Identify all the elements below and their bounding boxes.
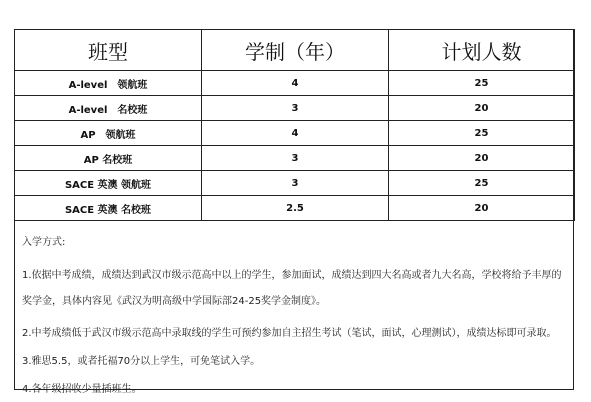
admission-notes [22, 236, 570, 397]
table-row [15, 196, 575, 221]
table-row [15, 71, 575, 96]
header-planned-count: 计划人数 [389, 30, 575, 71]
cell-class-type: SACE 英澳 名校班 [15, 196, 202, 221]
header-class-type: 班型 [15, 30, 202, 71]
cell-class-type: AP 名校班 [15, 146, 202, 171]
notes-item-3: 3.雅思5.5，或者托福70分以上学生，可免笔试入学。 [22, 356, 261, 367]
cell-duration: 3 [202, 146, 389, 171]
table-header-row [15, 30, 575, 71]
cell-duration: 3 [202, 96, 389, 121]
notes-item-4: 4.各年级招收少量插班生。 [22, 384, 142, 395]
cell-class-type: AP 领航班 [15, 121, 202, 146]
notes-item-1: 1.依据中考成绩，成绩达到武汉市级示范高中以上的学生，参加面试，成绩达到四大名高或者九大名高，学校将给予丰厚的奖学金，具体内容见《武汉为明高级中学国际部24-25奖学金制度》。 [22, 270, 562, 307]
notes-title: 入学方式: [22, 237, 66, 248]
program-table [14, 29, 575, 221]
notes-item-2: 2.中考成绩低于武汉市级示范高中录取线的学生可预约参加自主招生考试（笔试，面试，心理测试），成绩达标即可录取。 [22, 328, 557, 339]
cell-planned-count: 25 [389, 171, 575, 196]
cell-duration: 3 [202, 171, 389, 196]
cell-planned-count: 25 [389, 71, 575, 96]
header-duration: 学制（年） [202, 30, 389, 71]
cell-duration: 2.5 [202, 196, 389, 221]
cell-class-type: A-level 领航班 [15, 71, 202, 96]
cell-class-type: SACE 英澳 领航班 [15, 171, 202, 196]
table-row [15, 121, 575, 146]
cell-duration: 4 [202, 121, 389, 146]
cell-planned-count: 20 [389, 96, 575, 121]
cell-planned-count: 20 [389, 146, 575, 171]
cell-duration: 4 [202, 71, 389, 96]
cell-planned-count: 25 [389, 121, 575, 146]
cell-planned-count: 20 [389, 196, 575, 221]
table-row [15, 146, 575, 171]
table-row [15, 96, 575, 121]
cell-class-type: A-level 名校班 [15, 96, 202, 121]
table-row [15, 171, 575, 196]
